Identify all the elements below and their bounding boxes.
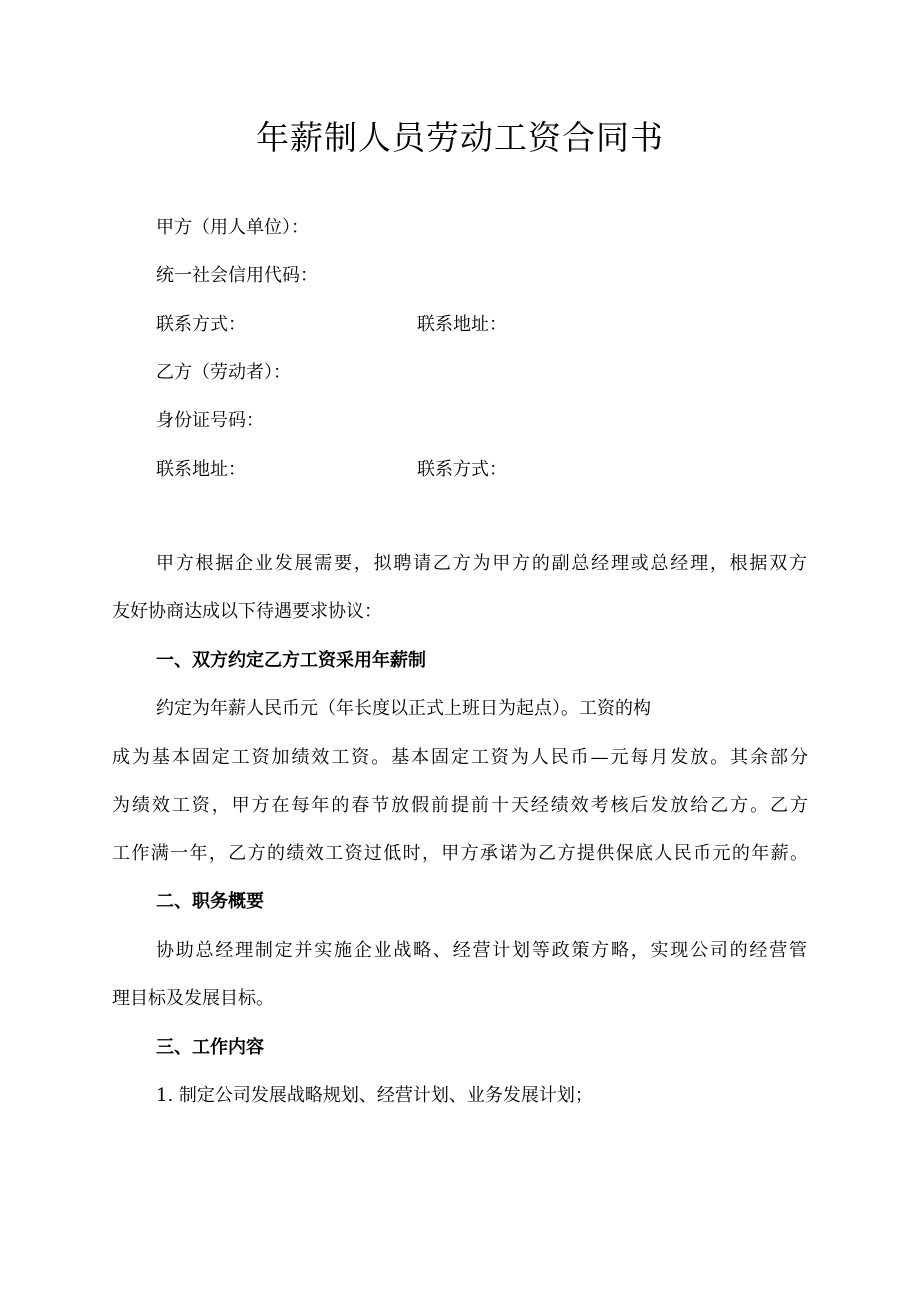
section-2-line-2: 理目标及发展目标。	[112, 988, 274, 1009]
document-title: 年薪制人员劳动工资合同书	[256, 118, 664, 157]
section-3-heading: 三、工作内容	[156, 1037, 264, 1058]
party-a-contact-label: 联系方式：	[156, 314, 246, 335]
party-a-address-label: 联系地址：	[417, 314, 507, 335]
party-b-address-label: 联系地址：	[156, 459, 246, 480]
section-2-heading: 二、职务概要	[156, 891, 264, 912]
section-1-line-2: 成为基本固定工资加绩效工资。基本固定工资为人民币—元每月发放。其余部分	[112, 747, 808, 768]
section-1-line-1: 约定为年薪人民币元（年长度以正式上班日为起点）。工资的构	[156, 698, 651, 719]
section-2-line-1: 协助总经理制定并实施企业战略、经营计划等政策方略，实现公司的经营管	[156, 940, 807, 961]
intro-paragraph-line-2: 友好协商达成以下待遇要求协议：	[112, 601, 382, 622]
party-a-label: 甲方（用人单位）：	[156, 217, 309, 238]
section-1-line-3: 为绩效工资，甲方在每年的春节放假前提前十天经绩效考核后发放给乙方。乙方	[112, 795, 808, 816]
section-1-line-4: 工作满一年，乙方的绩效工资过低时，甲方承诺为乙方提供保底人民币元的年薪。	[112, 843, 808, 864]
section-3-item-1: 1. 制定公司发展战略规划、经营计划、业务发展计划；	[156, 1085, 593, 1106]
party-b-label: 乙方（劳动者）：	[156, 362, 291, 383]
section-1-heading: 一、双方约定乙方工资采用年薪制	[156, 650, 426, 671]
intro-paragraph-line-1: 甲方根据企业发展需要，拟聘请乙方为甲方的副总经理或总经理，根据双方	[156, 553, 807, 574]
party-b-contact-label: 联系方式：	[417, 459, 507, 480]
id-number-label: 身份证号码：	[156, 410, 264, 431]
credit-code-label: 统一社会信用代码：	[156, 265, 318, 286]
